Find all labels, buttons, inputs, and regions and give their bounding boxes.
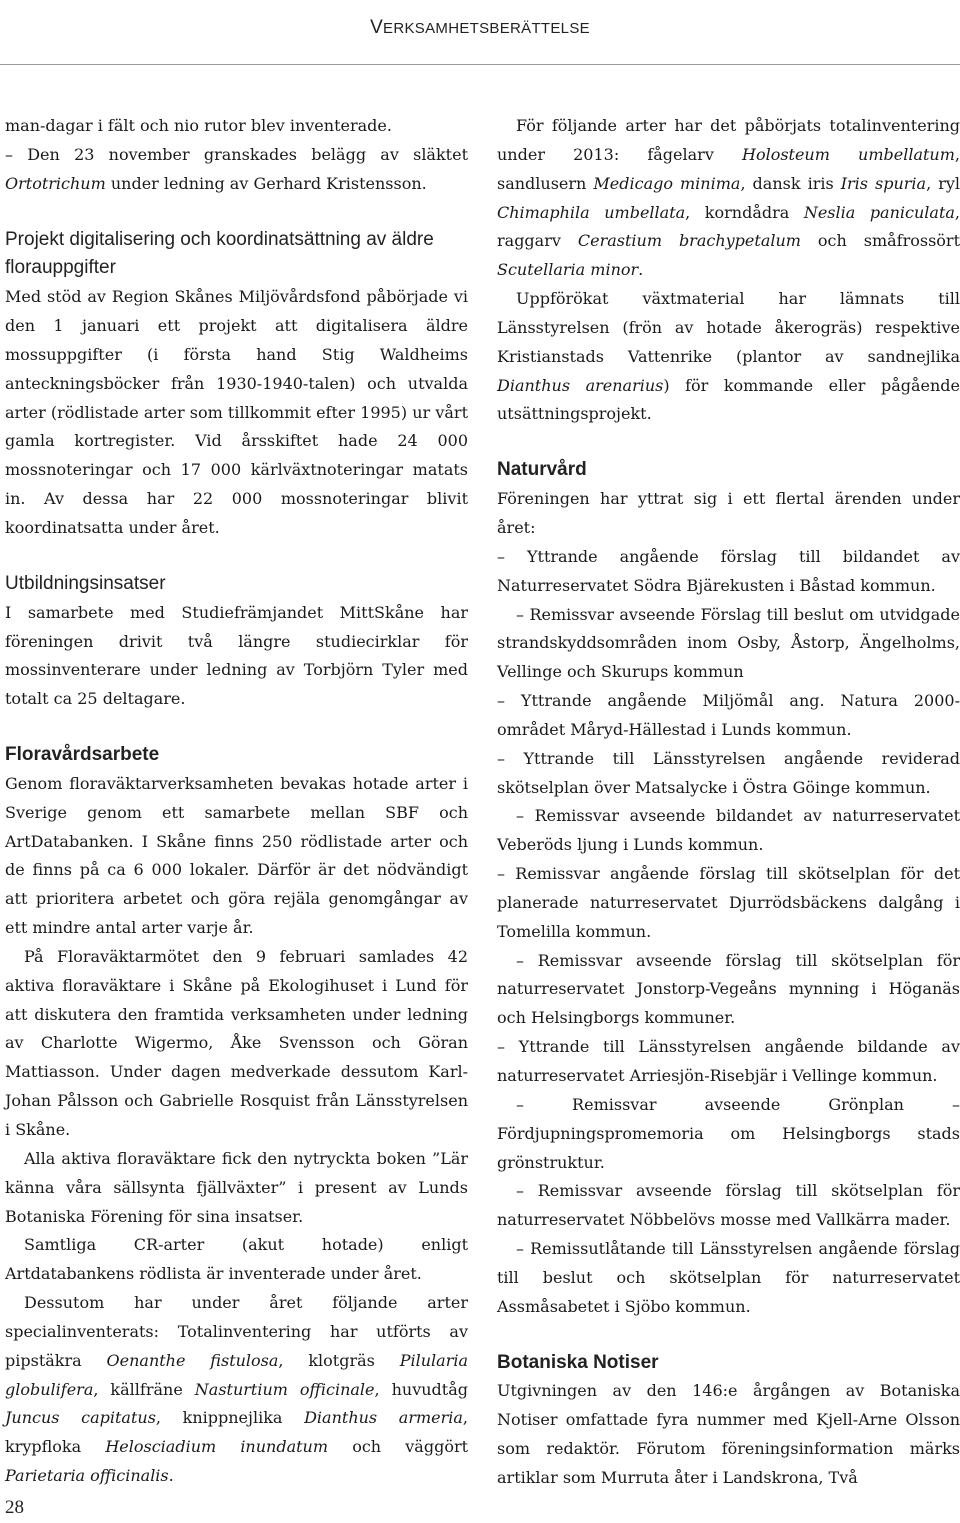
paragraph: – Den 23 november granskades belägg av släktet Ortotrichum under ledning av Gerhard Kristensson. — [5, 144, 468, 193]
list-item: – Yttrande angående Miljömål ang. Natura 2000-området Måryd-Hällestad i Lunds kommun. — [497, 691, 960, 739]
list-item: – Remissvar avseende Förslag till beslut om utvidgade strandskyddsområden inom Osby, Åstorp, Ängelholms, Vellinge och Skurups kommun — [497, 604, 960, 682]
section-heading: Naturvård — [497, 459, 587, 481]
paragraph: man-dagar i fält och nio rutor blev inventerade. — [5, 116, 392, 135]
list-item: – Remissvar avseende bildandet av naturreservatet Veberöds ljung i Lunds kommun. — [497, 806, 960, 855]
list-item: – Yttrande angående förslag till bildandet av Naturreservatet Södra Bjärekusten i Båstad kommun. — [497, 546, 960, 595]
species-name: Scutellaria minor — [497, 260, 639, 280]
page-number: 28 — [5, 1497, 24, 1518]
running-header — [0, 17, 960, 45]
species-name: Iris spuria — [840, 173, 927, 193]
species-name: Holosteum umbellatum — [741, 144, 955, 164]
species-name: Neslia paniculata — [803, 202, 955, 222]
paragraph: Dessutom har under året följande arter specialinventerats: Totalinventering har utförts av pipstäkra Oenanthe fistulosa, klotgräs Pilularia globulifera, källfräne Nasturtium officinale, huvudtåg Juncus capitatus, knippnejlika Dianthus armeria, krypfloka Helosciadium inundatum och väggört Parietaria officinalis. — [5, 1293, 469, 1486]
paragraph: Alla aktiva floraväktare fick den nytryckta boken ”Lär känna våra sällsynta fjällväxter” i present av Lunds Botaniska Förening för sina insatser. — [5, 1148, 468, 1226]
paragraph: I samarbete med Studiefrämjandet MittSkåne har föreningen drivit två längre studiecirklar för mossinventerare under ledning av Torbjörn Tyler med totalt ca 25 deltagare. — [5, 602, 468, 709]
species-name: Parietaria officinalis — [5, 1466, 169, 1486]
species-name: Dianthus arenarius — [497, 375, 664, 395]
list-item: – Yttrande till Länsstyrelsen angående reviderad skötselplan över Matsalycke i Östra Göinge kommun. — [497, 748, 960, 797]
section-heading: Utbildningsinsatser — [5, 572, 166, 594]
header-rule — [0, 64, 960, 65]
list-item: – Remissvar angående förslag till skötselplan för det planerade naturreservatet Djurrödsbäckens dalgång i Tomelilla kommun. — [497, 864, 960, 941]
species-name: Nasturtium officinale — [194, 1379, 375, 1399]
paragraph: På Floraväktarmötet den 9 februari samlades 42 aktiva floraväktare i Skåne på Ekologihuset i Lund för att diskutera den framtida verksamheten under ledning av Charlotte Wigermo, Åke Svensson och Göran Mattiasson. Under dagen medverkade dessutom Karl-Johan Pålsson och Gabrielle Rosquist från Länsstyrelsen i Skåne. — [5, 946, 468, 1139]
list-item: – Remissvar avseende förslag till skötselplan för naturreservatet Nöbbelövs mosse med Vallkärra mader. — [497, 1181, 960, 1230]
header-rest: ERKSAMHETSBERÄTTELSE — [383, 20, 590, 37]
paragraph: Med stöd av Region Skånes Miljövårdsfond påbörjade vi den 1 januari ett projekt att digitalisera äldre mossuppgifter (i första hand Stig Waldheims anteckningsböcker från 1930-1940-talen) och utvalda arter (rödlistade arter som tillkommit efter 1995) ur vårt gamla kortregister. Vid årsskiftet hade 24 000 mossnoteringar och 17 000 kärlväxtnoteringar matats in. Av dessa har 22 000 mossnoteringar blivit koordinatsatta under året. — [5, 287, 468, 537]
paragraph: Uppförökat växtmaterial har lämnats till Länsstyrelsen (frön av hotade åkerogräs) respektive Kristianstads Vattenrike (plantor av sandnejlika Dianthus arenarius) för kommande eller pågående utsättningsprojekt. — [497, 289, 960, 424]
paragraph: Samtliga CR-arter (akut hotade) enligt Artdatabankens rödlista är inventerade under året. — [5, 1235, 468, 1284]
left-column — [5, 112, 468, 1491]
species-name: Pilularia globulifera — [5, 1350, 468, 1399]
list-item: – Yttrande till Länsstyrelsen angående bildande av naturreservatet Arriesjön-Risebjär i Vellinge kommun. — [497, 1037, 960, 1085]
list-item: – Remissvar avseende Grönplan – Fördjupningspromemoria om Helsingborgs stads grönstruktur. — [497, 1094, 960, 1172]
section-heading: Botaniska Notiser — [497, 1351, 659, 1373]
list-item: – Remissvar avseende förslag till skötselplan för naturreservatet Jonstorp-Vegeåns mynning i Höganäs och Helsingborgs kommuner. — [497, 950, 960, 1028]
paragraph: Föreningen har yttrat sig i ett flertal ärenden under året: — [497, 489, 960, 537]
species-name: Dianthus armeria — [304, 1408, 463, 1428]
species-name: Chimaphila umbellata — [497, 202, 686, 222]
species-name: Cerastium brachypetalum — [577, 231, 801, 251]
species-name: Medicago minima — [593, 173, 741, 193]
paragraph: Genom floraväktarverksamheten bevakas hotade arter i Sverige genom ett samarbete mellan SBF och ArtDatabanken. I Skåne finns 250 rödlistade arter och de finns på ca 6 000 lokaler. Därför är det nödvändigt att prioritera arbetet och göra rejäla genomgångar av ett mindre antal arter varje år. — [5, 773, 468, 938]
header-initial: V — [370, 17, 384, 38]
paragraph: Utgivningen av den 146:e årgången av Botaniska Notiser omfattade fyra nummer med Kjell-Arne Olsson som redaktör. Förutom föreningsinformation märks artiklar som Murruta åter i Landskrona, Två — [497, 1381, 960, 1487]
species-name: Juncus capitatus — [5, 1408, 156, 1428]
right-column — [497, 112, 960, 1493]
paragraph: För följande arter har det påbörjats totalinventering under 2013: fågelarv Holosteum umbellatum, sandlusern Medicago minima, dansk iris Iris spuria, ryl Chimaphila umbellata, korndådra Neslia paniculata, raggarv Cerastium brachypetalum och småfrossört Scutellaria minor. — [497, 116, 960, 280]
section-heading: Floravårdsarbete — [5, 744, 160, 766]
species-name: Ortotrichum — [5, 173, 106, 193]
section-heading: Projekt digitalisering och koordinatsättning av äldre florauppgifter — [5, 228, 434, 279]
list-item: – Remissutlåtande till Länsstyrelsen angående förslag till beslut och skötselplan för naturreservatet Assmåsabetet i Sjöbo kommun. — [497, 1239, 960, 1316]
species-name: Oenanthe fistulosa — [106, 1350, 279, 1370]
species-name: Helosciadium inundatum — [105, 1437, 329, 1457]
